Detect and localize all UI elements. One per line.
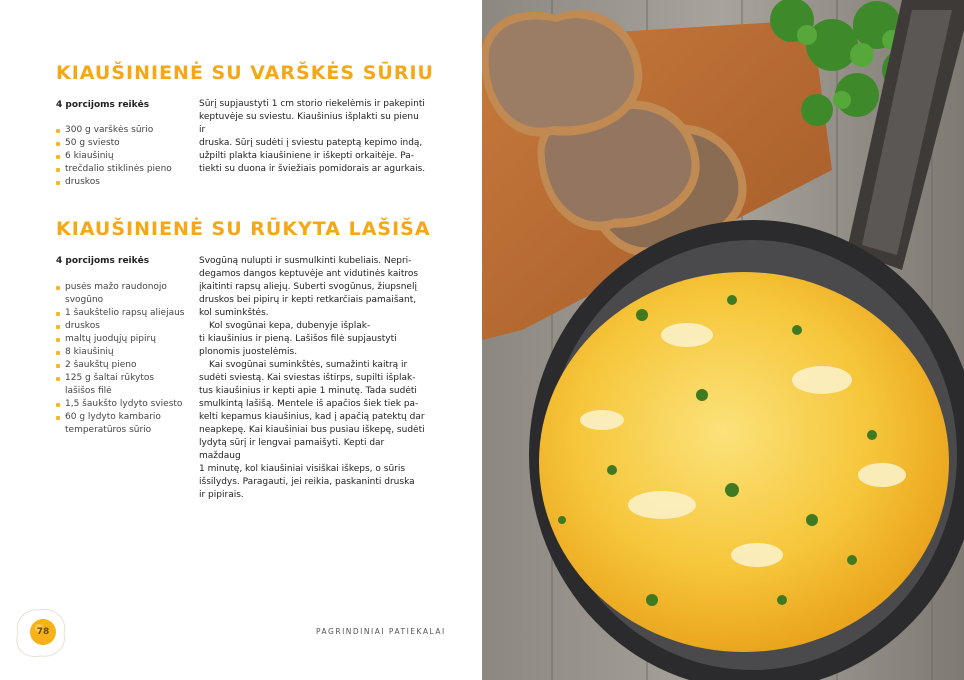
- method-line: lydytą sūrį ir lengvai pamaišyti. Kepti dar maždaug: [199, 438, 385, 461]
- recipe-2-method: [199, 255, 427, 502]
- ingredient-item: 300 g varškės sūrio: [56, 124, 186, 137]
- method-line: neapkepę. Kai kiaušiniai bus pusiau iškepę, sudėti: [199, 425, 425, 435]
- method-line: Sūrį supjaustyti 1 cm storio riekelėmis ir pakepinti: [199, 99, 425, 109]
- recipe-2-title: KIAUŠINIENĖ SU RŪKYTA LAŠIŠA: [56, 218, 431, 240]
- method-line: degamos dangos keptuvėje ant vidutinės kaitros: [199, 269, 419, 279]
- method-line: druskos bei pipirų ir kepti retkarčiais pamaišant,: [199, 295, 417, 305]
- method-line: sudėti sviestą. Kai sviestas ištirps, supilti išplak-: [199, 373, 416, 383]
- ingredient-item: 50 g sviesto: [56, 137, 186, 150]
- method-line: Svogūną nulupti ir susmulkinti kubeliais. Nepri-: [199, 256, 412, 266]
- section-label: PAGRINDINIAI PATIEKALAI: [316, 627, 446, 636]
- ingredient-item: 60 g lydyto kambario temperatūros sūrio: [56, 411, 186, 437]
- method-line: tus kiaušinius ir kepti apie 1 minutę. Tada sudėti: [199, 386, 417, 396]
- method-line: Kai svogūnai suminkštės, sumažinti kaitrą ir: [209, 360, 408, 370]
- method-line: išsilydys. Paragauti, jei reikia, paskaninti druska: [199, 477, 415, 487]
- ingredient-item: 1 šaukštelio rapsų aliejaus: [56, 307, 186, 320]
- page-number: 78: [36, 627, 50, 637]
- recipe-1-portions: 4 porcijoms reikės: [56, 100, 150, 110]
- ingredient-item: maltų juodųjų pipirų: [56, 333, 186, 346]
- ingredient-item: druskos: [56, 176, 186, 189]
- recipe-2-portions: 4 porcijoms reikės: [56, 256, 150, 266]
- recipe-1-method: [199, 98, 427, 176]
- method-line: ir pipirais.: [199, 490, 244, 500]
- ingredient-item: druskos: [56, 320, 186, 333]
- method-line: ti kiaušinius ir pieną. Lašišos filė supjaustyti: [199, 334, 397, 344]
- method-line: plonomis juostelėmis.: [199, 347, 298, 357]
- method-line: kelti kepamus kiaušinius, kad į apačią patektų dar: [199, 412, 425, 422]
- ingredient-item: pusės mažo raudonojo svogūno: [56, 281, 186, 307]
- method-line: tiekti su duona ir šviežiais pomidorais ar agurkais.: [199, 164, 426, 174]
- ingredient-item: 2 šaukštų pieno: [56, 359, 186, 372]
- method-line: smulkintą lašišą. Mentele iš apačios šiek tiek pa-: [199, 399, 419, 409]
- method-line: kol suminkštės.: [199, 308, 269, 318]
- recipe-1-ingredients: [56, 124, 186, 189]
- food-photo: [482, 0, 964, 680]
- method-line: užpilti plakta kiaušiniene ir iškepti orkaitėje. Pa-: [199, 151, 415, 161]
- ingredient-item: 125 g šaltai rūkytos lašišos filė: [56, 372, 186, 398]
- method-line: druska. Sūrį sudėti į sviestu pateptą kepimo indą,: [199, 138, 423, 148]
- ingredient-item: 8 kiaušinių: [56, 346, 186, 359]
- ingredient-item: trečdalio stiklinės pieno: [56, 163, 186, 176]
- omelette-pan-photo-image: [482, 0, 964, 680]
- ingredient-item: 6 kiaušinių: [56, 150, 186, 163]
- recipe-1-title: KIAUŠINIENĖ SU VARŠKĖS SŪRIU: [56, 62, 434, 84]
- method-line: Kol svogūnai kepa, dubenyje išplak-: [209, 321, 371, 331]
- ingredient-item: 1,5 šaukšto lydyto sviesto: [56, 398, 186, 411]
- method-line: įkaitinti rapsų aliejų. Suberti svogūnus, žiupsnelį: [199, 282, 417, 292]
- recipe-2-ingredients: [56, 281, 186, 437]
- method-line: 1 minutę, kol kiaušiniai visiškai iškeps, o sūris: [199, 464, 406, 474]
- method-line: keptuvėje su sviestu. Kiaušinius išplakti su pienu ir: [199, 112, 419, 135]
